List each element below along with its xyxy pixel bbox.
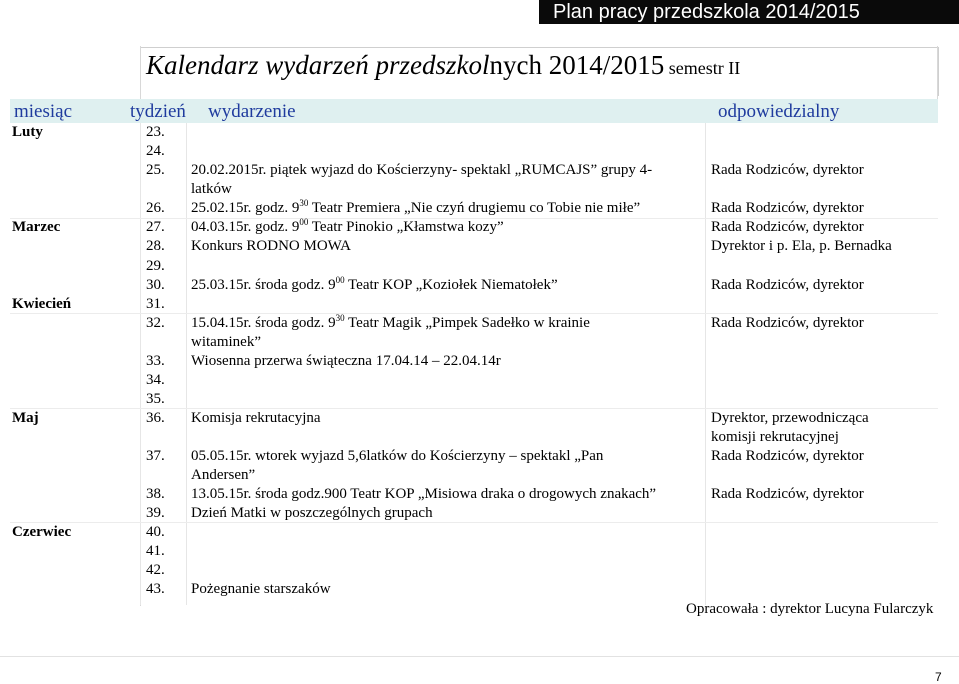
week-number: 33. bbox=[146, 353, 165, 369]
week-number: 40. bbox=[146, 524, 165, 540]
responsible-text: Rada Rodziców, dyrektor bbox=[711, 162, 864, 178]
week-number: 43. bbox=[146, 581, 165, 597]
event-text: witaminek” bbox=[191, 334, 261, 350]
week-number: 24. bbox=[146, 143, 165, 159]
event-text: 25.02.15r. godz. $9^{30}$ Teatr Premiera „Nie czyń drugiemu co Tobie nie miłe” bbox=[191, 198, 641, 216]
week-number: 36. bbox=[146, 410, 165, 426]
event-text: Konkurs RODNO MOWA bbox=[191, 238, 351, 254]
week-number: 35. bbox=[146, 391, 165, 407]
week-number: 34. bbox=[146, 372, 165, 388]
month-label: Maj bbox=[12, 410, 39, 426]
week-number: 23. bbox=[146, 124, 165, 140]
responsible-text: Rada Rodziców, dyrektor bbox=[711, 219, 864, 235]
document-header: Plan pracy przedszkola 2014/2015 bbox=[539, 0, 959, 24]
week-number: 26. bbox=[146, 200, 165, 216]
month-label: Marzec bbox=[12, 219, 61, 235]
column-header-responsible: odpowiedzialny bbox=[718, 101, 840, 122]
event-text: Dzień Matki w poszczególnych grupach bbox=[191, 505, 433, 521]
week-number: 42. bbox=[146, 562, 165, 578]
responsible-text: Rada Rodziców, dyrektor bbox=[711, 486, 864, 502]
title-italic-part: Kalendarz wydarzeń przedszkol bbox=[146, 50, 490, 80]
page-divider bbox=[0, 656, 959, 657]
responsible-text: Rada Rodziców, dyrektor bbox=[711, 277, 864, 293]
event-text: 25.03.15r. środa godz. $9^{00}$ Teatr KOP „Koziołek Niematołek” bbox=[191, 275, 558, 293]
week-number: 38. bbox=[146, 486, 165, 502]
week-number: 28. bbox=[146, 238, 165, 254]
event-text: 05.05.15r. wtorek wyjazd 5,6latków do Kościerzyny – spektakl „Pan bbox=[191, 448, 604, 464]
event-text: Pożegnanie starszaków bbox=[191, 581, 331, 597]
responsible-text: Dyrektor i p. Ela, p. Bernadka bbox=[711, 238, 892, 254]
title-normal-part: nych 2014/2015 bbox=[489, 50, 665, 80]
month-label: Czerwiec bbox=[12, 524, 72, 540]
month-label: Luty bbox=[12, 124, 43, 140]
responsible-text: Rada Rodziców, dyrektor bbox=[711, 315, 864, 331]
grid-line bbox=[186, 123, 187, 605]
week-number: 29. bbox=[146, 258, 165, 274]
week-number: 27. bbox=[146, 219, 165, 235]
event-text: Wiosenna przerwa świąteczna 17.04.14 – 22.04.14r bbox=[191, 353, 501, 369]
event-text: Andersen” bbox=[191, 467, 256, 483]
event-text: latków bbox=[191, 181, 232, 197]
document-title bbox=[146, 50, 740, 81]
page-number: 7 bbox=[935, 670, 942, 684]
column-header-month: miesiąc bbox=[14, 101, 73, 122]
event-text: 04.03.15r. godz. $9^{00}$ Teatr Pinokio „Kłamstwa kozy” bbox=[191, 217, 504, 235]
author-footer: Opracowała : dyrektor Lucyna Fularczyk bbox=[686, 601, 934, 617]
event-text: Komisja rekrutacyjna bbox=[191, 410, 321, 426]
event-text: 20.02.2015r. piątek wyjazd do Kościerzyny- spektakl „RUMCAJS” grupy 4- bbox=[191, 162, 653, 178]
responsible-text: Rada Rodziców, dyrektor bbox=[711, 200, 864, 216]
responsible-text: Rada Rodziców, dyrektor bbox=[711, 448, 864, 464]
grid-line bbox=[140, 123, 141, 605]
event-text: 13.05.15r. środa godz.900 Teatr KOP „Misiowa draka o drogowych znakach” bbox=[191, 486, 657, 502]
week-number: 41. bbox=[146, 543, 165, 559]
week-number: 25. bbox=[146, 162, 165, 178]
grid-line bbox=[705, 123, 706, 605]
week-number: 32. bbox=[146, 315, 165, 331]
column-header-week: tydzień bbox=[130, 101, 186, 122]
month-label: Kwiecień bbox=[12, 296, 72, 312]
responsible-text: komisji rekrutacyjnej bbox=[711, 429, 839, 445]
week-number: 39. bbox=[146, 505, 165, 521]
week-number: 37. bbox=[146, 448, 165, 464]
week-number: 30. bbox=[146, 277, 165, 293]
event-text: 15.04.15r. środa godz. $9^{30}$ Teatr Magik „Pimpek Sadełko w krainie bbox=[191, 313, 590, 331]
week-number: 31. bbox=[146, 296, 165, 312]
title-semester: semestr II bbox=[664, 58, 741, 78]
responsible-text: Dyrektor, przewodnicząca bbox=[711, 410, 869, 426]
column-header-event: wydarzenie bbox=[208, 101, 296, 122]
